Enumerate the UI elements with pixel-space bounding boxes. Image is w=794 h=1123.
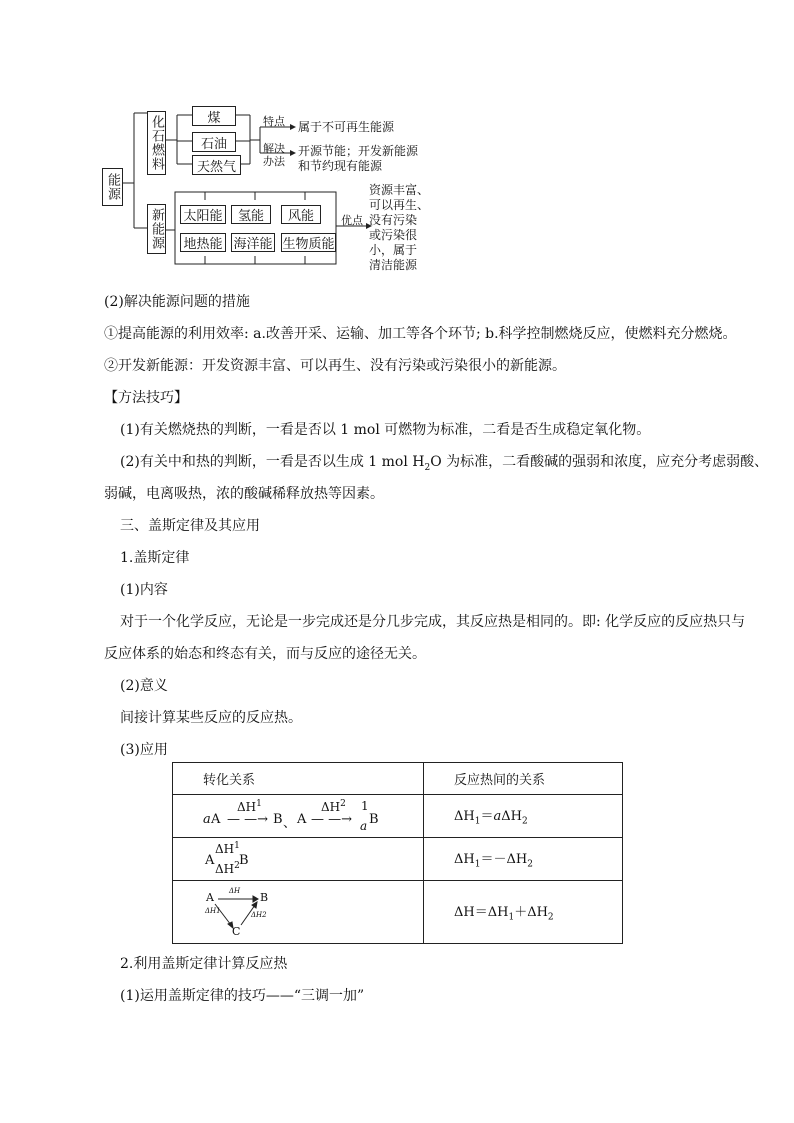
table-header-row xyxy=(173,763,623,795)
new-item-wind: 风能 xyxy=(281,205,321,224)
measure-1: ①提高能源的利用效率: a.改善开采、运输、加工等各个环节; b.科学控制燃烧反应，使燃料充分燃烧。 xyxy=(104,326,737,342)
measure-2: ②开发新能源：开发资源丰富、可以再生、没有污染或污染很小的新能源。 xyxy=(104,358,566,374)
solution-label: 解决办法 xyxy=(263,142,285,168)
measures-title: (2)解决能源问题的措施 xyxy=(104,294,250,310)
calc-title: 2.利用盖斯定律计算反应热 xyxy=(120,956,288,972)
energy-diagram xyxy=(0,0,794,285)
skill-title: (1)运用盖斯定律的技巧——“三调一加” xyxy=(120,988,365,1004)
table-header: 反应热间的关系 xyxy=(424,763,623,795)
arrow-2: — —→ xyxy=(311,812,353,827)
table-row xyxy=(173,795,623,838)
new-item-solar: 太阳能 xyxy=(180,205,226,224)
fossil-fuel-label: 化石燃料 xyxy=(149,115,164,171)
table-row xyxy=(173,838,623,881)
row2-formula: $\Delta H^1$ A $\Delta H^2$ B xyxy=(205,841,249,876)
new-item-biomass: 生物质能 xyxy=(281,233,336,252)
solution-text-2: 和节约现有能源 xyxy=(298,159,383,173)
row1-relation: $\Delta H_1=a\Delta H_2$ xyxy=(424,795,623,838)
feature-text: 属于不可再生能源 xyxy=(298,120,395,134)
meaning-text: 间接计算某些反应的反应热。 xyxy=(120,710,302,726)
new-item-geothermal: 地热能 xyxy=(180,233,226,252)
fossil-item-gas: 天然气 xyxy=(192,155,241,175)
fossil-item-coal: 煤 xyxy=(192,106,236,126)
row2-relation: $\Delta H_1=-\Delta H_2$ xyxy=(424,838,623,881)
section-3-heading: 三、盖斯定律及其应用 xyxy=(120,518,260,534)
hess-law-title: 1.盖斯定律 xyxy=(120,550,190,566)
content-title: (1)内容 xyxy=(120,582,168,598)
advantage-text: 资源丰富、 可以再生、 没有污染 或污染很 小，属于 清洁能源 xyxy=(369,183,430,272)
energy-root-box xyxy=(102,168,123,206)
solution-text-1: 开源节能；开发新能源 xyxy=(298,144,419,158)
table-row xyxy=(173,881,623,944)
tip-2: (2)有关中和热的判断，一看是否以生成 1 mol $H_2O$ 为标准，二看酸碱的强弱和浓度，应充分考虑弱酸、 xyxy=(120,454,769,473)
row3-relation: $\Delta H=\Delta H_1+\Delta H_2$ xyxy=(424,881,623,944)
application-title: (3)应用 xyxy=(120,742,168,758)
table-header: 转化关系 xyxy=(173,763,424,795)
fossil-fuel-box xyxy=(147,111,166,175)
energy-root-label: 能源 xyxy=(105,173,120,201)
fossil-item-oil: 石油 xyxy=(192,132,236,152)
tips-title: 【方法技巧】 xyxy=(104,390,188,406)
new-item-hydrogen: 氢能 xyxy=(231,205,271,224)
new-energy-label: 新能源 xyxy=(149,208,164,250)
tip-2-continued: 弱碱，电离吸热，浓的酸碱稀释放热等因素。 xyxy=(104,486,384,502)
row1-formula: a A $\Delta H^1$ — —→ B 、 A $\Delta H^2$ — —→ 1 a B xyxy=(203,799,379,833)
tip-1: (1)有关燃烧热的判断，一看是否以 1 mol 可燃物为标准，二看是否生成稳定氧化物。 xyxy=(120,422,651,438)
new-energy-box xyxy=(147,204,166,254)
row3-triangle-diagram: A B C ΔH ΔH1 ΔH2 xyxy=(203,887,283,939)
content-line-2: 反应体系的始态和终态有关，而与反应的途径无关。 xyxy=(104,646,426,662)
feature-label: 特点 xyxy=(263,115,285,128)
content-line-1: 对于一个化学反应，无论是一步完成还是分几步完成，其反应热是相同的。即: 化学反应的反应热只与 xyxy=(120,614,746,630)
hess-relations-table xyxy=(172,762,623,944)
new-item-ocean: 海洋能 xyxy=(231,233,275,252)
arrow-1: — —→ xyxy=(227,812,269,827)
advantage-label: 优点 xyxy=(341,214,363,227)
meaning-title: (2)意义 xyxy=(120,678,168,694)
